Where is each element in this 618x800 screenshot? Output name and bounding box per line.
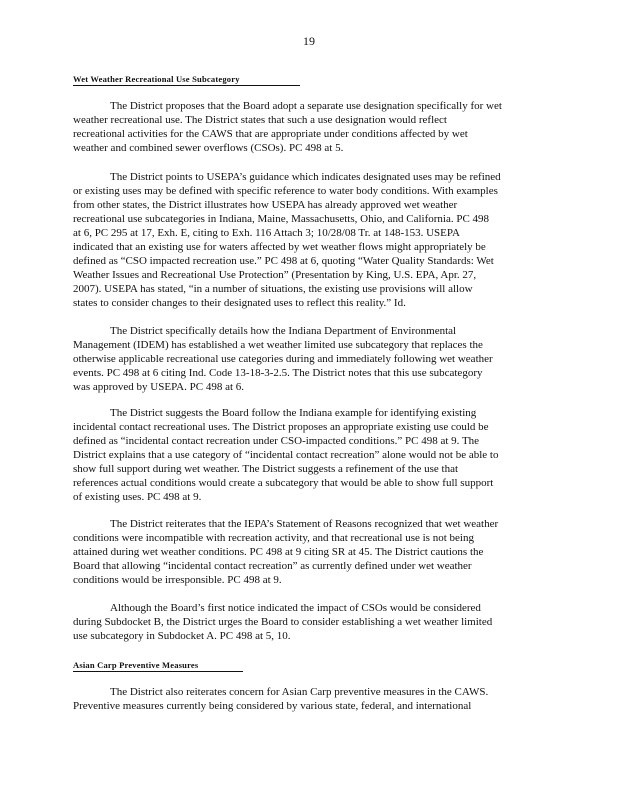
paragraph: [73, 601, 533, 643]
text-line: during Subdocket B, the District urges the Board to consider establishing a wet weather limited: [73, 616, 493, 628]
text-line: Weather Issues and Recreational Use Protection” (Presentation by King, U.S. EPA, Apr. 27,: [73, 269, 477, 281]
section-heading-asian-carp: Asian Carp Preventive Measures: [73, 660, 243, 672]
text-line: show full support during wet weather. The District suggests a refinement of the use that: [73, 463, 459, 475]
text-line: The District specifically details how the Indiana Department of Environmental: [110, 325, 457, 337]
page-number: 19: [303, 34, 315, 48]
paragraph: [73, 99, 533, 155]
text-line: weather and combined sewer overflows (CSOs). PC 498 at 5.: [73, 142, 344, 154]
text-line: indicated that an existing use for waters affected by wet weather flows might appropriately be: [73, 241, 486, 253]
paragraph: [73, 685, 533, 713]
text-line: conditions were incompatible with recreation activity, and that recreational use is not being: [73, 532, 474, 544]
text-line: Although the Board’s first notice indicated the impact of CSOs would be considered: [110, 602, 481, 614]
text-line: Preventive measures currently being considered by various state, federal, and international: [73, 700, 472, 712]
text-line: recreational activities for the CAWS that are appropriate under conditions affected by wet: [73, 128, 468, 140]
text-line: was approved by USEPA. PC 498 at 6.: [73, 381, 245, 393]
text-line: 2007). USEPA has stated, “in a number of situations, the existing use provisions will allow: [73, 283, 473, 295]
paragraph: [73, 406, 533, 504]
text-line: weather recreational use. The District states that such a use designation would reflect: [73, 114, 447, 126]
text-line: attained during wet weather conditions. PC 498 at 9 citing SR at 45. The District cautions the: [73, 546, 484, 558]
text-line: Management (IDEM) has established a wet weather limited use subcategory that replaces the: [73, 339, 483, 351]
text-line: conditions would be irresponsible. PC 498 at 9.: [73, 574, 282, 586]
text-line: or existing uses may be defined with specific reference to water body conditions. With examples: [73, 185, 498, 197]
text-line: recreational use subcategories in Indiana, Maine, Massachusetts, Ohio, and California. PC 498: [73, 213, 490, 225]
text-line: District explains that a use category of “incidental contact recreation” alone would not be able to: [73, 449, 499, 461]
paragraph: [73, 170, 533, 310]
text-line: states to consider changes to their designated uses to reflect this reality.” Id.: [73, 297, 406, 309]
text-line: from other states, the District illustrates how USEPA has already approved wet weather: [73, 199, 458, 211]
text-line: incidental contact recreational uses. The District proposes an appropriate existing use could be: [73, 421, 489, 433]
text-line: Board that allowing “incidental contact recreation” as currently defined under wet weather: [73, 560, 472, 572]
text-line: otherwise applicable recreational use categories during and immediately following wet weather: [73, 353, 493, 365]
text-line: at 6, PC 295 at 17, Exh. E, citing to Exh. 116 Attach 3; 10/28/08 Tr. at 148-153. USEPA: [73, 227, 460, 239]
text-line: defined as “CSO impacted recreation use.” PC 498 at 6, quoting “Water Quality Standards: Wet: [73, 255, 494, 267]
text-line: defined as “incidental contact recreation under CSO-impacted conditions.” PC 498 at 9. The: [73, 435, 480, 447]
text-line: The District also reiterates concern for Asian Carp preventive measures in the CAWS.: [110, 686, 489, 698]
text-line: The District suggests the Board follow the Indiana example for identifying existing: [110, 407, 477, 419]
text-line: use subcategory in Subdocket A. PC 498 at 5, 10.: [73, 630, 291, 642]
section-heading-wet-weather: Wet Weather Recreational Use Subcategory: [73, 74, 300, 86]
text-line: The District points to USEPA’s guidance which indicates designated uses may be refined: [110, 171, 501, 183]
text-line: references actual conditions would create a subcategory that would be able to show full support: [73, 477, 494, 489]
paragraph: [73, 324, 533, 394]
text-line: The District proposes that the Board adopt a separate use designation specifically for wet: [110, 100, 502, 112]
paragraph: [73, 517, 533, 587]
text-line: of existing uses. PC 498 at 9.: [73, 491, 202, 503]
text-line: events. PC 498 at 6 citing Ind. Code 13-18-3-2.5. The District notes that this use subcategory: [73, 367, 483, 379]
text-line: The District reiterates that the IEPA’s Statement of Reasons recognized that wet weather: [110, 518, 499, 530]
